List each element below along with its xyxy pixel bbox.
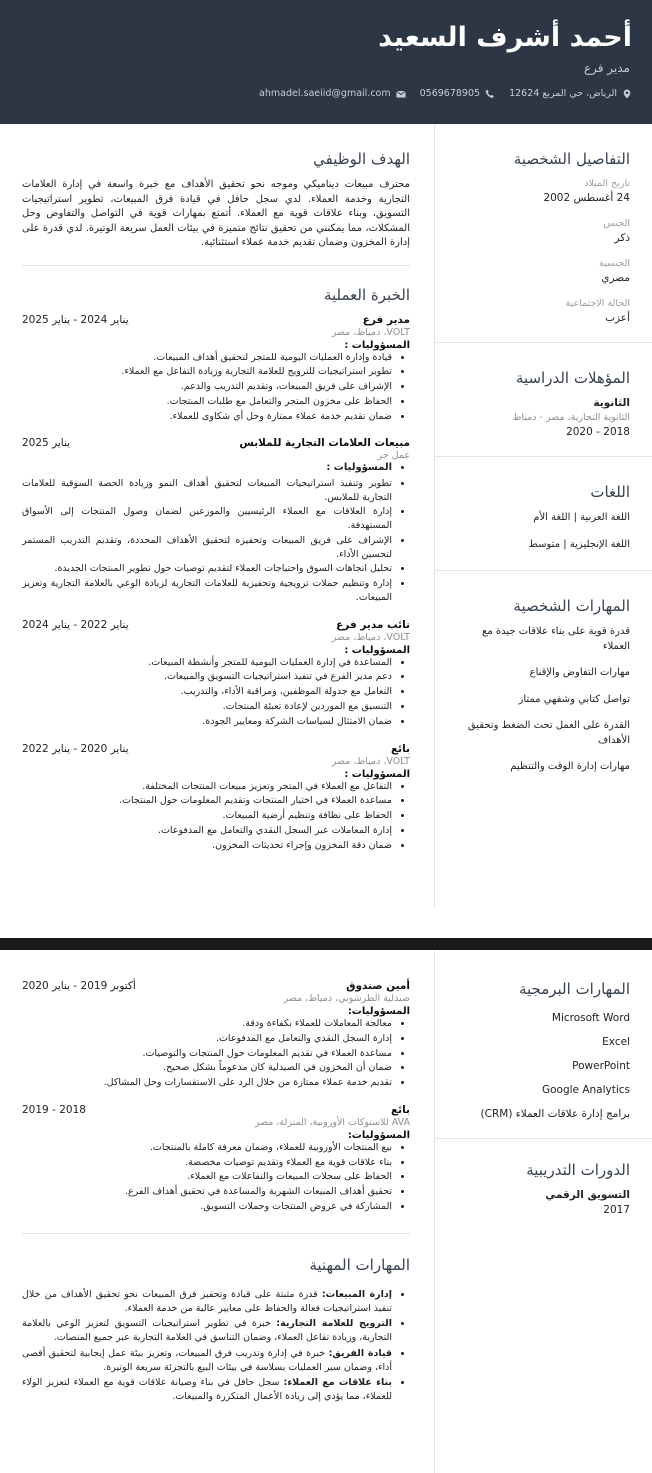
experience-heading: الخبرة العملية — [323, 285, 410, 304]
job-date: أكتوبر 2019 - يناير 2020 — [22, 980, 136, 992]
gender-label: الجنس — [603, 218, 630, 229]
job-org: VOLT، دمياط، مصر — [331, 326, 410, 338]
list-item: • الحفاظ على نظافة وتنظيم أرضية المبيعات. — [22, 809, 392, 823]
list-item: • ضمان الامتثال لسياسات الشركة ومعايير الجودة. — [22, 715, 392, 729]
job-title: بائع — [390, 1103, 410, 1116]
job-entry — [22, 437, 410, 604]
list-item: • إدارة العلاقات مع العملاء الرئيسيين والموزعين لضمان وصول المنتجات إلى الأسواق المستهدفة. — [22, 505, 392, 533]
job-date: يناير 2025 — [22, 437, 71, 450]
list-item: • تقديم خدمة عملاء ممتازة من خلال الرد على الاستفسارات وحل المشاكل. — [22, 1076, 392, 1090]
job-org: VOLT، دمياط، مصر — [331, 755, 410, 767]
nationality-label: الجنسية — [599, 258, 630, 269]
courses-section — [435, 1139, 652, 1234]
responsibilities-label: المسؤوليات: — [347, 1129, 410, 1141]
location-text: الرياض، حي المربع 12624 — [509, 88, 617, 99]
job-title: مبيعات العلامات التجارية للملابس — [239, 437, 410, 450]
list-item: • الإشراف على فريق المبيعات، وتقديم التدريب والدعم. — [22, 380, 392, 394]
list-item: • مساعدة العملاء في اختيار المنتجات وتقديم المعلومات حول المنتجات. — [22, 794, 392, 808]
birthdate-label: تاريخ الميلاد — [584, 178, 630, 189]
responsibilities-list — [22, 351, 410, 424]
course-name: التسويق الرقمي — [545, 1189, 630, 1201]
list-item: • ضمان أن المخزون في الصيدلية كان مدعوماً بشكل صحيح. — [22, 1061, 392, 1075]
professional-skills-heading: المهارات المهنية — [309, 1255, 410, 1274]
list-item: • التعامل مع جدولة الموظفين، ومراقبة الأداء، والتدريب. — [22, 685, 392, 699]
job-entry — [22, 980, 410, 1090]
responsibilities-label: المسؤوليات : — [344, 768, 410, 780]
list-item — [22, 1317, 392, 1346]
list-item: • المساعدة في إدارة العمليات اليومية للمتجر وأنشطة المبيعات. — [22, 656, 392, 670]
list-item: • ضمان تقديم خدمة عملاء ممتازة وحل أي شكاوى للعملاء. — [22, 410, 392, 424]
list-item: • الحفاظ على مخزون المتجر والتعامل مع طلبات المنتجات. — [22, 395, 392, 409]
languages-heading: اللغات — [590, 483, 630, 501]
job-title: بائع — [390, 742, 410, 755]
sidebar-page-1 — [434, 124, 652, 908]
list-item: • بيع المنتجات الأوروبية للعملاء، وضمان معرفة كاملة بالمنتجات. — [22, 1141, 392, 1155]
language-item: اللغة العربية | اللغة الأم — [533, 512, 630, 523]
skill-name: الترويج للعلامة التجارية: — [276, 1318, 392, 1330]
job-date: يناير 2022 - يناير 2024 — [22, 618, 129, 631]
skill-name: إدارة المبيعات: — [321, 1288, 392, 1300]
list-item — [22, 1347, 392, 1376]
main-page-1 — [0, 124, 434, 884]
job-title: مدير فرع — [362, 313, 410, 326]
list-item: • دعم مدير الفرع في تنفيذ استراتيجيات التسويق والمبيعات. — [22, 670, 392, 684]
software-item: برامج إدارة علاقات العملاء (CRM) — [480, 1108, 630, 1120]
courses-heading: الدورات التدريبية — [526, 1161, 630, 1179]
job-entry — [22, 314, 410, 424]
professional-skills-section — [22, 1234, 410, 1424]
responsibilities-list — [22, 1017, 410, 1090]
responsibilities-label: • المسؤوليات : — [22, 461, 392, 476]
resume-page-2 — [0, 950, 652, 1473]
skill-name: بناء علاقات مع العملاء: — [283, 1377, 392, 1389]
birthdate-value: 24 أغسطس 2002 — [543, 192, 630, 204]
list-item: • تحقيق أهداف المبيعات الشهرية والمساعدة في تحقيق أهداف الفرع. — [22, 1185, 392, 1199]
responsibilities-label: المسؤوليات: — [347, 1006, 410, 1017]
personal-skill-item: قدرة قوية على بناء علاقات جيدة مع العملاء — [482, 626, 630, 652]
job-date: يناير 2020 - يناير 2022 — [22, 742, 129, 755]
personal-skill-item: مهارات إدارة الوقت والتنظيم — [510, 761, 630, 772]
marital-label: الحالة الاجتماعية — [565, 298, 630, 309]
list-item: • معالجة المعاملات للعملاء بكفاءة ودقة. — [22, 1017, 392, 1031]
personal-details-section — [435, 124, 652, 343]
education-years: 2018 - 2020 — [566, 426, 630, 438]
personal-skill-item: مهارات التفاوض والإقناع — [529, 667, 630, 678]
contact-location — [509, 88, 632, 99]
education-school: الثانوية التجارية، مصر - دمياط — [512, 412, 630, 423]
job-title: أمين صندوق — [346, 980, 410, 992]
personal-skills-section — [435, 571, 652, 805]
list-item — [22, 1376, 392, 1405]
list-item: • المشاركة في عروض المنتجات وحملات التسويق. — [22, 1200, 392, 1214]
experience-section — [22, 266, 410, 885]
list-item: • إدارة السجل النقدي والتعامل مع المدفوعات. — [22, 1032, 392, 1046]
nationality-value: مصري — [601, 272, 630, 284]
job-entry — [22, 1104, 410, 1214]
skill-name: قيادة الفريق: — [328, 1347, 392, 1359]
candidate-title: مدير فرع — [583, 61, 630, 75]
phone-icon — [485, 89, 495, 99]
list-item — [22, 1288, 392, 1317]
software-skills-heading: المهارات البرمجية — [518, 980, 630, 998]
personal-details-heading: التفاصيل الشخصية — [513, 150, 630, 168]
objective-heading: الهدف الوظيفي — [313, 150, 410, 168]
list-item: • ضمان دقة المخزون وإجراء تحديثات المخزون. — [22, 839, 392, 853]
skill-text: سجل حافل في بناء وصيانة علاقات قوية مع العملاء لتعزيز الولاء للعملاء، مما يؤدي إلى زيادة الأعمال المتكررة والمبيعات. — [22, 1377, 392, 1403]
job-entry — [22, 619, 410, 729]
list-item: • تطوير استراتيجيات للترويج للعلامة التجارية وزيادة التفاعل مع العملاء. — [22, 365, 392, 379]
candidate-name: أحمد أشرف السعيد — [378, 22, 632, 53]
education-degree: الثانوية — [593, 397, 630, 409]
software-item: Excel — [602, 1036, 630, 1048]
skill-text: قدرة مثبتة على قيادة وتحفيز فرق المبيعات نحو تحقيق الأهداف من خلال تنفيذ استراتيجيات فعالة والحفاظ على معايير عالية من خدمة العملاء. — [22, 1288, 392, 1314]
skill-text: خبرة في إدارة وتدريب فرق المبيعات، وتعزيز بيئة عمل إيجابية لتحقيق أقصى أداء، وضمان سير العمليات بسلاسة في بيئات البيع بالتجزئة سريعة الوتيرة. — [22, 1347, 392, 1373]
responsibilities-list — [22, 1141, 410, 1214]
envelope-icon — [396, 89, 406, 99]
personal-skill-item: القدرة على العمل تحت الضغط وتحقيق الأهداف — [467, 720, 630, 746]
responsibilities-label: المسؤوليات : — [344, 339, 410, 351]
job-date: يناير 2024 - يناير 2025 — [22, 313, 129, 326]
skill-text: خبرة في تطوير استراتيجيات التسويق لتعزيز الوعي بالعلامة التجارية، وزيادة تفاعل العملاء، وضمان التناسق في العلامة التجارية عبر جميع المنصات. — [22, 1318, 392, 1344]
course-year: 2017 — [603, 1204, 630, 1216]
job-entry — [22, 743, 410, 853]
responsibilities-list — [22, 656, 410, 729]
contact-phone — [420, 88, 495, 99]
job-date: 2018 - 2019 — [22, 1103, 86, 1116]
responsibilities-list — [22, 780, 410, 853]
personal-skills-heading: المهارات الشخصية — [513, 597, 630, 615]
list-item: • بناء علاقات قوية مع العملاء وتقديم توصيات مخصصة. — [22, 1156, 392, 1170]
contact-row — [259, 88, 632, 99]
location-pin-icon — [622, 89, 632, 99]
phone-text: 0569678905 — [419, 88, 481, 99]
email-text[interactable]: ahmadel.saeiid@gmail.com — [259, 88, 391, 99]
software-item: PowerPoint — [572, 1060, 630, 1072]
job-title: نائب مدير فرع — [336, 618, 410, 631]
education-section — [435, 343, 652, 457]
list-item: • التنسيق مع الموردين لإعادة تعبئة المنتجات. — [22, 700, 392, 714]
page-separator — [0, 938, 652, 950]
job-org: صيدلية الطرشوبي، دمياط، مصر — [283, 993, 410, 1004]
experience-continued-section — [22, 950, 410, 1234]
marital-value: أعزب — [605, 312, 630, 324]
language-item: اللغة الإنجليزية | متوسط — [528, 538, 630, 550]
main-page-2 — [0, 950, 434, 1424]
objective-section — [22, 124, 410, 266]
gender-value: ذكر — [614, 232, 630, 244]
personal-skill-item: تواصل كتابي وشفهي ممتاز — [518, 693, 630, 705]
job-org: VOLT، دمياط، مصر — [331, 631, 410, 643]
languages-section — [435, 457, 652, 571]
list-item: • مساعدة العملاء في تقديم المعلومات حول المنتجات والتوصيات. — [22, 1047, 392, 1061]
education-heading: المؤهلات الدراسية — [515, 369, 630, 387]
resume-header — [0, 0, 652, 124]
list-item: • إدارة المعاملات عبر السجل النقدي والتعامل مع المدفوعات. — [22, 824, 392, 838]
software-item: Google Analytics — [541, 1084, 630, 1096]
list-item: • قيادة وإدارة العمليات اليومية للمتجر لتحقيق أهداف المبيعات. — [22, 351, 392, 365]
sidebar-page-2 — [434, 950, 652, 1473]
list-item: • إدارة وتنظيم حملات ترويجية وتحفيزية للعلامات التجارية لزيادة الوعي بالعلامة التجارية وتعزيز المبيعات. — [22, 577, 392, 605]
contact-email[interactable] — [259, 88, 406, 99]
list-item: • التفاعل مع العملاء في المتجر وتعزيز مبيعات المنتجات المختلفة. — [22, 780, 392, 794]
objective-text: محترف مبيعات ديناميكي وموجه نحو تحقيق الأهداف مع خبرة واسعة في إدارة العلامات التجارية وخدمة العملاء. لدي سجل حافل في قيادة فرق المبيعات، تطوير استراتيجيات التسويق، وبناء علاقات قوية مع العملاء. أتمتع بمهارات قوية في التواصل والتفاوض وحل المشكلات، مما يمكنني من تحقيق نتائج متميزة في بيئات العمل سريعة الوتيرة. لدي قدرة على إدارة المخزون وضمان تقديم خدمة عملاء استثنائية. — [22, 179, 410, 248]
software-skills-section — [435, 950, 652, 1139]
job-org: AVA للاستوكات الأوروبية، المنزلة، مصر — [254, 1116, 410, 1128]
job-org: عمل حر — [377, 450, 410, 462]
responsibilities-label: المسؤوليات : — [344, 644, 410, 656]
software-item: Microsoft Word — [551, 1012, 630, 1024]
list-item: • الحفاظ على سجلات المبيعات والتفاعلات مع العملاء. — [22, 1170, 392, 1184]
list-item: • تطوير وتنفيذ استراتيجيات المبيعات لتحقيق أهداف النمو وزيادة الحصة السوقية للعلامات التجارية للملابس. — [22, 477, 392, 505]
professional-skills-list — [22, 1288, 410, 1405]
list-item: • الإشراف على فريق المبيعات وتحفيزه لتحقيق الأهداف المحددة، وتقديم التدريب المستمر لتحسين الأداء. — [22, 534, 392, 562]
list-item: • تحليل اتجاهات السوق واحتياجات العملاء لتقديم توصيات حول تطوير المنتجات الجديدة. — [22, 562, 392, 576]
responsibilities-list — [22, 461, 410, 604]
